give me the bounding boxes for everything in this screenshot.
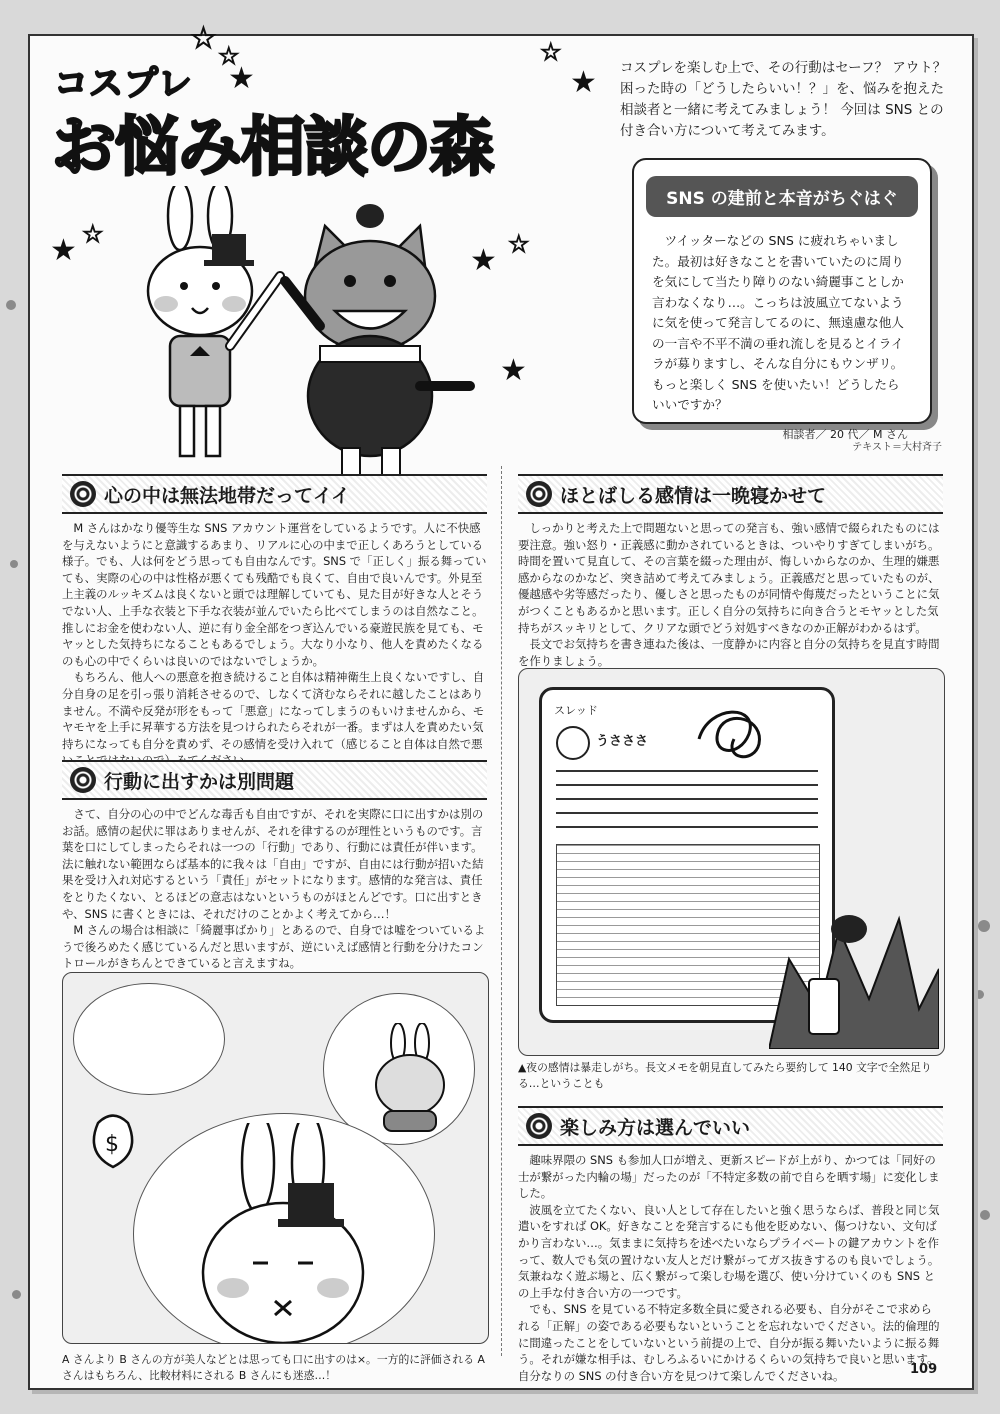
section-heading-3: [518, 474, 943, 514]
section-title: 心の中は無法地帯だってイイ: [104, 484, 351, 507]
rose-icon: [526, 1113, 552, 1139]
cat-character: [285, 204, 470, 478]
thread-header: スレッド: [554, 704, 598, 717]
paragraph: もちろん、他人への悪意を抱き続けること自体は精神衛生上良くないですし、自分自身の足を引っ張り消耗させるので、しなくて済むならそれに越したことはありません。不満や反発が形をもって「悪意」になってしまうのもいけませんから、モヤモヤを上手に昇華する方法を見つけられたらそれが一番。まずは人を責めたい気持ちになっても自分を責めず、その感情を受け入れて（感じること自体は自然で悪: [62, 670, 485, 751]
rose-icon: [70, 767, 96, 793]
section-2-body: [62, 806, 487, 972]
paragraph: 趣味界隈の SNS も参加人口が増え、更新スピードが上がり、かつては「同好の士が繋がった内輪の場」だったのが「不特定多数の前で自らを晒す場」に変化しました。: [518, 1153, 940, 1201]
paragraph: 波風を立てたくない、良い人として存在したいと強く思うならば、普段と同じ気遣いをすれば OK。好きなことを発言するにも他を貶めない、傷つけない、文句ばかり言わない…。気ままに気持ちを述べたいならプライベートの鍵アカウントを作って、数人でも気の置けない友人とだけ繋がってガス抜きするのも良いでしょう。気兼ねなく遊ぶ場と、広く繋がって楽しむ場を選び、使い分けていくのも SNS との上手な付き合い方の一つです。: [518, 1202, 940, 1300]
dot-decoration: [975, 990, 984, 999]
star-icon: ☆: [540, 38, 562, 66]
svg-text:$: $: [105, 1132, 119, 1157]
dot-decoration: [6, 300, 16, 310]
paragraph: でも、SNS を見ている不特定多数全員に愛される必要も、自分がそこで求められる「正解」の姿である必要もないということを忘れないでください。法的倫理的に間違ったことをしていないという前提の上で、自分が振る舞いたいように振る舞う。それが嫌な相手は、むしろふるいにかけるくらいの気持ちで良いと思います。自分なりの SNS の付き合い方を見つけて楽しんでくださいね。: [518, 1302, 940, 1383]
section-4-body: [518, 1152, 943, 1384]
rabbit-character-small: [358, 1023, 468, 1133]
consultation-body: ツイッターなどの SNS に疲れちゃいました。最初は好きなことを書いていたのに周りを気にして当たり障りのない綺麗事ことしか言わなくなり…。こっちは波風立てないように気を使って発言してるのに、無遠慮な他人の一言や不平不満の垂れ流しを見るとイライラが募りますし、そんな自分にもウンザリ。もっと楽しく SNS を使いたい！どうしたらいいですか？: [652, 233, 904, 412]
paragraph: さて、自分の心の中でどんな毒舌も自由ですが、それを実際に口に出すかは別のお話。感情の起伏に罪はありませんが、それを律するのが理性というものです。言葉を口にしてしまったらそれは一つの「行動」であり、行動には責任が伴います。法に触れない範囲ならば基本的に我々は「自由」ですが、自由には行動が招いた結果を受け入れ対応するという「責任」がセットになります。感情的な発言は、責任をとりたくない、とるほどの意志はないというものがほとんどです。口に出すときや、SNS に書くときには、それだけのことかよく考えてから…！: [62, 807, 484, 921]
page-number: 109: [910, 1362, 938, 1377]
rose-icon: [526, 481, 552, 507]
character-burst: [769, 899, 939, 1049]
tablet-illustration: [518, 668, 945, 1056]
dot-decoration: [980, 1210, 990, 1220]
star-icon: ★: [570, 65, 597, 100]
section-3-body: [518, 520, 943, 669]
rabbit-character: [148, 186, 280, 456]
dot-decoration: [10, 560, 18, 568]
section-title: 行動に出すかは別問題: [104, 770, 295, 793]
paragraph: しっかりと考えた上で問題ないと思っての発言も、強い感情で綴られたものには要注意。強い怒り・正義感に動かされているときは、ついやりすぎてしまいがち。時間を置いて見直して、その言葉を綴った理由が、悔しいからなのか、生理的嫌悪感からなのかなど、突き詰めて考えてみましょう。正義感だと思っていたものが、優越感や劣等感だったり、優しさと思ったものが同情や侮蔑だったということに気がつくこともあるかと思います。正しく自分の気持ちに向き合うとモヤッとした気持ちがスッキリとして、クリアな頭でどう対処すべきなのか正解がわかるはず。: [518, 521, 940, 635]
rose-icon: [70, 481, 96, 507]
section-title: ほとばしる感情は一晩寝かせて: [560, 484, 827, 507]
paragraph: M さんの場合は相談に「綺麗事ばかり」とあるので、自身では嘘をついているようで後ろめたく感じているんだと思いますが、逆にいえば感情と行動を分けたコントロールがきちんとできていると言えますね。: [62, 923, 486, 971]
section-heading-4: [518, 1106, 943, 1146]
paragraph: M さんはかなり優等生な SNS アカウント運営をしているようです。人に不快感を与えないようにと意識するあまり、リアルに心の中まで正しくあろうとしている様子。でも、人は何をどう思っても自由なんです。SNS で「正しく」振る舞っていても、実際の心の中は性格が悪くても残酷でも良くて、自由で良いんです。外見至上主義のルッキズムは良くないと頭では理解していても、見た目が好きな人とそうでない人、上手な衣装と下手な衣装が並んでいたら比べてしまうのは自然なこと。推しにお金を使わない人、逆に有り金全部をつぎ込んでいる豪遊民族を見ても、モヤッとした気持ちになることもあるでしょう。大なり小なり、他人を責めたくなるのも心の中でくらいは良いのではないでしょうか。: [62, 521, 487, 668]
scribbled-text: [556, 770, 818, 830]
avatar: [556, 726, 590, 760]
comparison-illustration: [62, 972, 489, 1344]
text-credit: テキスト＝大村斉子: [852, 442, 942, 453]
consultation-signature: 相談者／ 20 代／ M さん: [782, 427, 908, 441]
star-icon: ☆: [218, 42, 240, 70]
rabbit-character: [183, 1123, 383, 1343]
intro-text: コスプレを楽しむ上で、その行動はセーフ？ アウト？ 困った時の「どうしたらいい！？」を、悩みを抱えた相談者と一緒に考えてみましょう！ 今回は SNS との付き合い方について考えてみます。: [620, 60, 947, 139]
star-icon: ☆: [190, 21, 217, 56]
dot-decoration: [978, 920, 990, 932]
section-1-body: [62, 520, 487, 769]
logo-subtitle: コスプレ: [54, 64, 193, 104]
user-name: うさささ: [596, 734, 649, 749]
star-icon: ☆: [508, 230, 530, 258]
section-heading-1: [62, 474, 487, 514]
star-icon: ☆: [82, 220, 104, 248]
section-title: 楽しみ方は選んでいい: [560, 1116, 751, 1139]
star-icon: ★: [470, 243, 497, 278]
magazine-page: [28, 21, 974, 1390]
star-icon: ★: [228, 61, 255, 96]
consultation-title: SNS の建前と本音がちぐはぐ: [646, 176, 918, 217]
section-3-caption: ▲夜の感情は暴走しがち。長文メモを朝見直してみたら要約して 140 文字で全然足りる…ということも: [518, 1061, 932, 1090]
thought-cloud: [73, 983, 225, 1095]
star-icon: ★: [50, 233, 77, 268]
header-illustration: [120, 186, 490, 486]
column-divider: [501, 466, 502, 1356]
scribble-icon: [689, 699, 779, 769]
dot-decoration: [12, 1290, 21, 1299]
logo-title: お悩み相談の森: [52, 111, 493, 185]
money-bag-icon: [83, 1103, 143, 1173]
star-icon: ★: [500, 353, 527, 388]
consultation-box: [632, 158, 932, 441]
section-heading-2: [62, 760, 487, 800]
section-2-caption: A さんより B さんの方が美人などとは思っても口に出すのは×。一方的に評価される A さんはもちろん、比較材料にされる B さんにも迷惑…！: [62, 1353, 485, 1382]
paragraph: 長文でお気持ちを書き連ねた後は、一度静かに内容と自分の気持ちを見直す時間を作りましょう。: [518, 637, 940, 668]
